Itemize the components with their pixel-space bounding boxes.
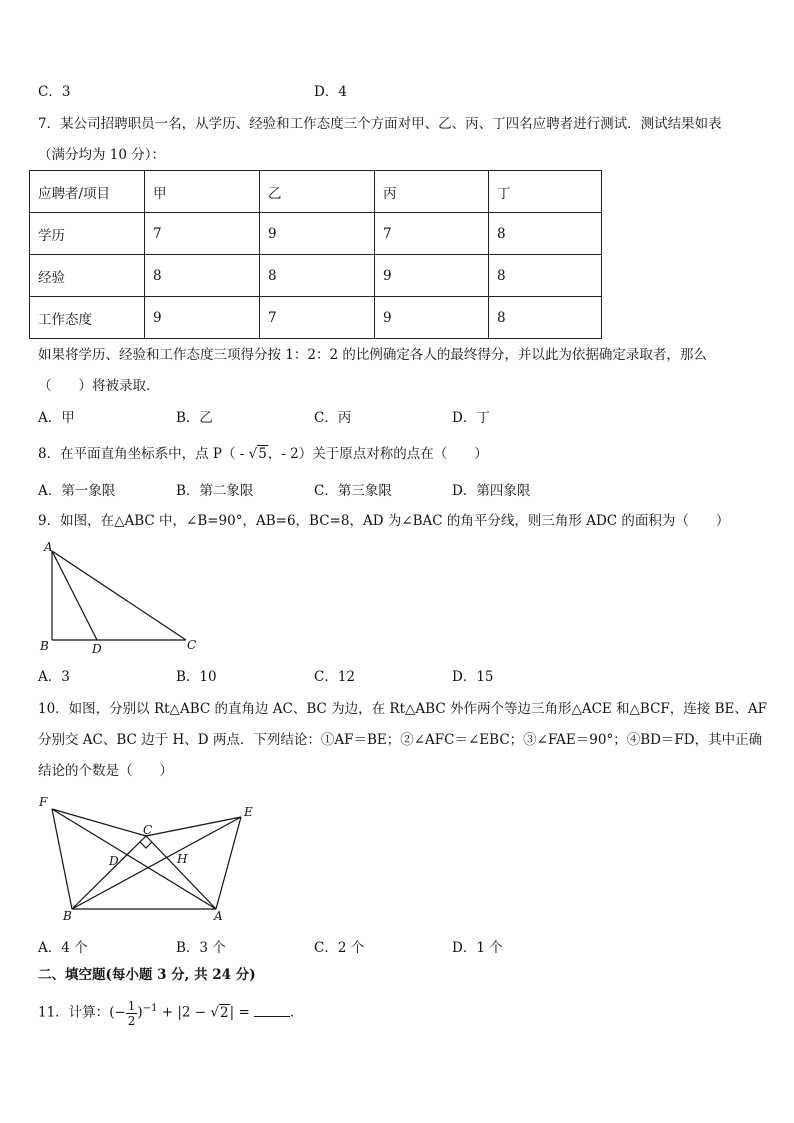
q9-option-d: D．15 bbox=[452, 669, 494, 685]
table-cell: 9 bbox=[375, 255, 489, 297]
table-cell: 8 bbox=[489, 213, 602, 255]
q10-segment-ea bbox=[216, 817, 241, 909]
abs-bar-right: | bbox=[229, 1004, 235, 1021]
q10-label-e: E bbox=[244, 805, 253, 819]
q7-option-b: B．乙 bbox=[176, 410, 213, 426]
q9-label-c: C bbox=[187, 638, 197, 652]
q7-stem-line1: 7．某公司招聘职员一名，从学历、经验和工作态度三个方面对甲、乙、丙、丁四名应聘者进行测试．测试结果如表 bbox=[38, 116, 722, 132]
paren-open: (− bbox=[109, 1004, 126, 1021]
q10-stem-line1: 10．如图，分别以 Rt△ABC 的直角边 AC、BC 为边，在 Rt△ABC 外作两个等边三角形△ACE 和△BCF，连接 BE、AF bbox=[38, 701, 767, 717]
table-cell: 7 bbox=[375, 213, 489, 255]
q8-option-a: A．第一象限 bbox=[38, 483, 116, 499]
q11-sqrt-radicand: 2 bbox=[220, 1004, 229, 1021]
table-cell: 9 bbox=[145, 297, 260, 339]
q11-answer-blank[interactable] bbox=[254, 1002, 290, 1017]
q9-label-d: D bbox=[92, 642, 102, 656]
q7-stem-line2: （满分均为 10 分）： bbox=[38, 147, 166, 163]
q9-stem: 9．如图，在△ABC 中，∠B=90°，AB=6，BC=8，AD 为∠BAC 的角平分线，则三角形 ADC 的面积为（ ） bbox=[38, 513, 730, 529]
q10-segment-bc bbox=[72, 836, 146, 909]
paren-close: ) bbox=[137, 1004, 143, 1021]
table-cell: 8 bbox=[260, 255, 375, 297]
table-cell: 甲 bbox=[145, 171, 260, 213]
table-cell: 经验 bbox=[30, 255, 145, 297]
table-cell: 工作态度 bbox=[30, 297, 145, 339]
table-cell: 7 bbox=[260, 297, 375, 339]
q10-option-c: C．2 个 bbox=[314, 940, 365, 956]
q11-frac-num: 1 bbox=[127, 998, 136, 1013]
q9-label-b: B bbox=[40, 639, 49, 653]
q9-option-c: C．12 bbox=[314, 669, 356, 685]
sqrt-symbol: √ bbox=[210, 1004, 220, 1021]
q10-label-d: D bbox=[109, 854, 119, 868]
q8-stem-suffix: ，- 2）关于原点对称的点在（ ） bbox=[267, 446, 488, 462]
q10-option-a: A．4 个 bbox=[38, 940, 88, 956]
q10-segment-be bbox=[72, 817, 241, 909]
q10-segment-ce bbox=[146, 817, 241, 836]
q7-option-d: D．丁 bbox=[452, 410, 490, 426]
q10-option-b: B．3 个 bbox=[176, 940, 226, 956]
q10-stem-line2: 分别交 AC、BC 边于 H、D 两点．下列结论：①AF＝BE；②∠AFC＝∠EBC；③∠FAE＝90°；④BD＝FD，其中正确 bbox=[38, 732, 763, 748]
q7-option-c: C．丙 bbox=[314, 410, 352, 426]
q10-option-d: D．1 个 bbox=[452, 940, 503, 956]
table-cell: 丙 bbox=[375, 171, 489, 213]
q10-label-a: A bbox=[214, 909, 223, 923]
section2-title: 二、填空题(每小题 3 分, 共 24 分) bbox=[38, 967, 256, 983]
q8-option-b: B．第二象限 bbox=[176, 483, 254, 499]
table-cell: 8 bbox=[145, 255, 260, 297]
q10-right-angle-mark bbox=[140, 842, 152, 848]
q8-option-d: D．第四象限 bbox=[452, 483, 531, 499]
equals-sign: = bbox=[234, 1004, 255, 1021]
q11-suffix: ． bbox=[290, 1004, 304, 1021]
q7-option-a: A．甲 bbox=[38, 410, 75, 426]
q10-segment-fc bbox=[52, 809, 146, 836]
q7-follow-line2: （ ）将被录取． bbox=[38, 378, 160, 394]
q8-sqrt-radicand: 5 bbox=[258, 446, 267, 462]
abs-bar-left: | bbox=[177, 1004, 182, 1021]
q10-segment-fa bbox=[52, 809, 216, 909]
q10-label-f: F bbox=[39, 795, 48, 809]
plus-sign: + bbox=[157, 1004, 178, 1021]
prev-option-d: D．4 bbox=[314, 84, 347, 100]
q11-prefix: 11．计算： bbox=[38, 1004, 110, 1021]
sqrt-symbol: √ bbox=[248, 446, 258, 462]
table-cell: 9 bbox=[260, 213, 375, 255]
q9-option-a: A．3 bbox=[38, 669, 70, 685]
q9-label-a: A bbox=[44, 540, 53, 554]
q8-option-c: C．第三象限 bbox=[314, 483, 392, 499]
table-cell: 学历 bbox=[30, 213, 145, 255]
q10-label-b: B bbox=[63, 909, 72, 923]
q7-follow-line1: 如果将学历、经验和工作态度三项得分按 1：2：2 的比例确定各人的最终得分，并以此为依据确定录取者，那么 bbox=[38, 347, 707, 363]
table-cell: 乙 bbox=[260, 171, 375, 213]
q11-stem bbox=[38, 995, 304, 1028]
q8-stem-prefix: 8．在平面直角坐标系中，点 P（ - bbox=[38, 446, 249, 462]
q10-label-h: H bbox=[177, 852, 188, 866]
table-cell: 9 bbox=[375, 297, 489, 339]
q11-abs-content: 2 − bbox=[181, 1004, 211, 1021]
q11-frac-den: 2 bbox=[127, 1013, 136, 1028]
table-cell: 丁 bbox=[489, 171, 602, 213]
q10-segment-fb bbox=[52, 809, 72, 909]
q11-fraction bbox=[126, 999, 138, 1028]
table-cell: 7 bbox=[145, 213, 260, 255]
q10-stem-line3: 结论的个数是（ ） bbox=[38, 763, 173, 779]
q11-exponent: −1 bbox=[142, 1003, 158, 1014]
q10-label-c: C bbox=[143, 823, 153, 837]
prev-option-c: C．3 bbox=[38, 84, 71, 100]
table-cell: 应聘者/项目 bbox=[30, 171, 145, 213]
table-cell: 8 bbox=[489, 255, 602, 297]
table-cell: 8 bbox=[489, 297, 602, 339]
q9-option-b: B．10 bbox=[176, 669, 217, 685]
